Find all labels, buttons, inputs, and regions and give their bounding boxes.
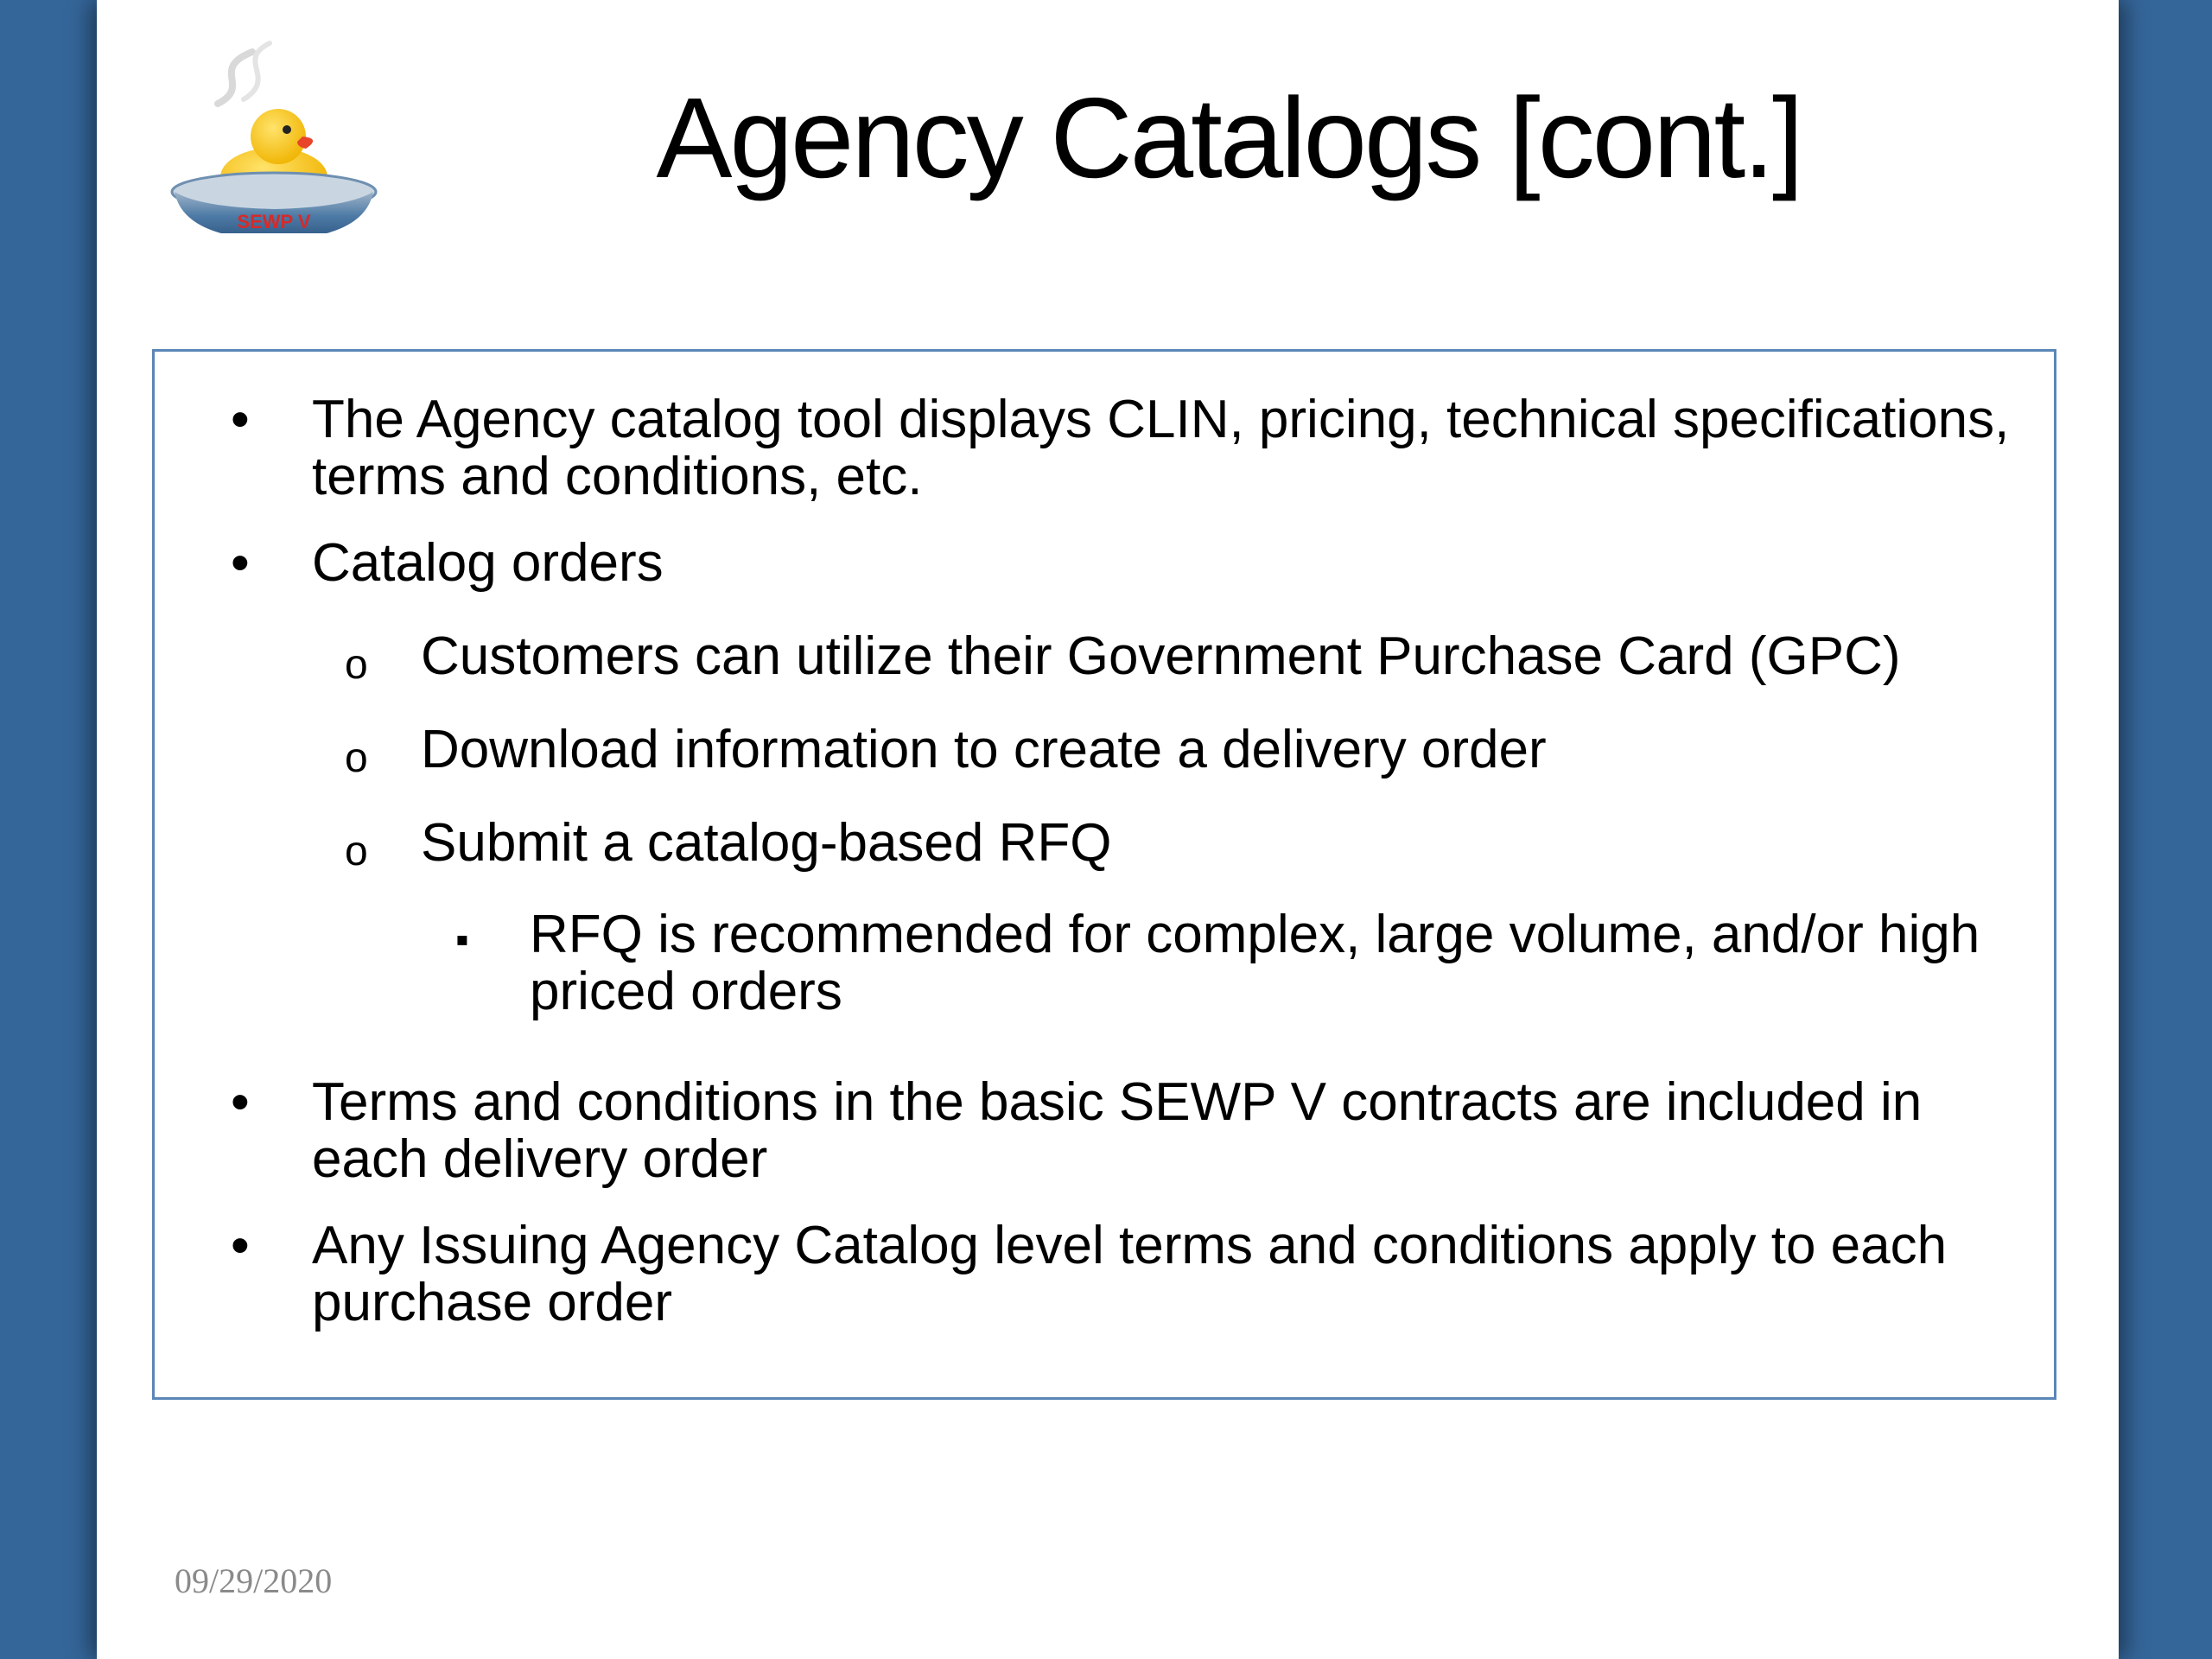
slide-date: 09/29/2020 <box>175 1561 333 1600</box>
bullet-marker: o <box>345 735 368 781</box>
bullet-text: Any Issuing Agency Catalog level terms and conditions apply to each purchase order <box>312 1216 1948 1332</box>
bullet-text: Catalog orders <box>312 533 664 593</box>
slide-title: Agency Catalogs [cont.] <box>656 74 1802 201</box>
bullet-text: RFQ is recommended for complex, large volume, and/or high priced orders <box>530 905 1980 1021</box>
bullet-text: Customers can utilize their Government Purchase Card (GPC) <box>421 626 1901 686</box>
sewp-logo <box>149 35 399 233</box>
bullet-marker: • <box>231 1216 250 1275</box>
duck-bowl-icon <box>149 35 399 233</box>
bullet-text: Download information to create a delivery order <box>421 720 1547 779</box>
bullet-text: Submit a catalog-based RFQ <box>421 813 1112 873</box>
bullet-marker: ▪ <box>455 918 469 961</box>
logo-text: SEWP V <box>237 211 311 232</box>
bullet-marker: • <box>231 533 250 593</box>
bullet-marker: • <box>231 1072 250 1132</box>
bullet-marker: o <box>345 829 368 874</box>
bullet-text: Terms and conditions in the basic SEWP V contracts are included in each delivery order <box>312 1072 1923 1189</box>
bullet-marker: o <box>345 642 368 688</box>
bullet-marker: • <box>231 390 250 449</box>
bullet-text: The Agency catalog tool displays CLIN, pricing, technical specifications, terms and conditions, etc. <box>312 390 2010 506</box>
bullet-content-box <box>152 349 2056 1400</box>
slide-page <box>97 0 2119 1659</box>
